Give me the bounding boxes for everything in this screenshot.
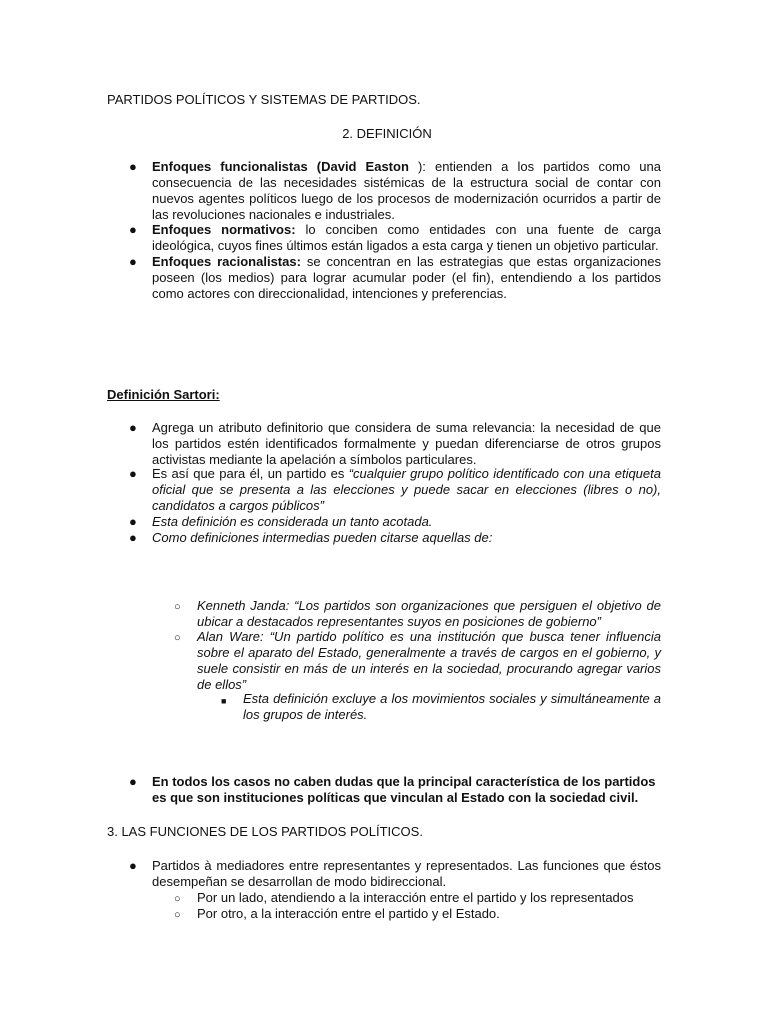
item-text: se concentran en las estrategias que estas organizaciones poseen (los medios) para lograr acumular poder (el fin), entendiendo a los partidos como actores con direccionalidad, intenciones y preferencias.: [152, 254, 661, 301]
list-item: [152, 514, 661, 530]
sub-list-item: Por otro, a la interacción entre el partido y el Estado.: [197, 906, 500, 921]
item-text: ): entienden a los partidos como una consecuencia de las necesidades sistémicas de la estructura social de contar con nuevos agentes políticos luego de los procesos de modernización ocurridos a partir de las revoluciones nacionales e industriales.: [152, 159, 661, 222]
sartori-heading: Definición Sartori:: [107, 387, 220, 402]
document-title: PARTIDOS POLÍTICOS Y SISTEMAS DE PARTIDOS.: [107, 92, 421, 107]
sub-list-item: Por un lado, atendiendo a la interacción entre el partido y los representados: [197, 890, 634, 905]
bullet-icon: ●: [129, 530, 137, 545]
list-item: [152, 159, 661, 223]
list-item: [152, 222, 661, 254]
list-item: [152, 466, 661, 514]
conclusion-item: [152, 774, 661, 806]
item-text: lo conciben como entidades con una fuente de carga ideológica, cuyos fines últimos están ligados a esta carga y tienen un objetivo particular.: [152, 222, 661, 253]
circle-bullet-icon: ○: [174, 601, 181, 613]
bullet-icon: ●: [129, 858, 137, 873]
item-text: Esta definición es considerada un tanto acotada.: [152, 514, 433, 529]
circle-bullet-icon: ○: [174, 632, 181, 644]
list-item: [152, 254, 661, 302]
list-item: [152, 530, 661, 546]
item-text: Es así que para él, un partido es: [152, 466, 349, 481]
bullet-icon: ●: [129, 222, 137, 237]
sub-list-item: [197, 598, 661, 630]
section-3-heading: 3. LAS FUNCIONES DE LOS PARTIDOS POLÍTICOS.: [107, 824, 423, 839]
conclusion-text: En todos los casos no caben dudas que la principal característica de los partidos es que son instituciones políticas que vinculan al Estado con la sociedad civil.: [152, 774, 656, 805]
item-text: Esta definición excluye a los movimientos sociales y simultáneamente a los grupos de interés.: [243, 691, 661, 722]
list-item: Agrega un atributo definitorio que considera de suma relevancia: la necesidad de que los partidos estén identificados formalmente y puedan diferenciarse de otros grupos activistas mediante la apelación a símbolos particulares.: [152, 420, 661, 467]
sub-sub-list-item: [243, 691, 661, 723]
circle-bullet-icon: ○: [174, 893, 181, 905]
bullet-icon: ●: [129, 254, 137, 269]
bullet-icon: ●: [129, 159, 137, 174]
sartori-quote: “cualquier grupo político identificado con una etiqueta oficial que se presenta a las elecciones y puede sacar en elecciones (libres o no), candidatos a cargos públicos”: [152, 466, 661, 513]
bullet-icon: ●: [129, 466, 137, 481]
circle-bullet-icon: ○: [174, 909, 181, 921]
term-label: Enfoques racionalistas:: [152, 254, 301, 269]
item-text: Como definiciones intermedias pueden citarse aquellas de:: [152, 530, 493, 545]
section-2-heading: 2. DEFINICIÓN: [342, 126, 432, 141]
bullet-icon: ●: [129, 420, 137, 435]
bullet-icon: ●: [129, 514, 137, 529]
item-text: Alan Ware: “Un partido político es una institución que busca tener influencia sobre el aparato del Estado, generalmente a través de cargos en el gobierno, y suele consistir en más de un interés en la sociedad, procurando agregar varios de ellos”: [197, 629, 661, 692]
square-bullet-icon: ■: [221, 696, 227, 706]
item-text: Kenneth Janda: “Los partidos son organizaciones que persiguen el objetivo de ubicar a destacados representantes suyos en posiciones de gobierno”: [197, 598, 661, 629]
sub-list-item: [197, 629, 661, 693]
term-label: Enfoques funcionalistas (David Easton: [152, 159, 409, 174]
bullet-icon: ●: [129, 774, 137, 789]
term-label: Enfoques normativos:: [152, 222, 296, 237]
list-item: Partidos à mediadores entre representantes y representados. Las funciones que éstos desempeñan se desarrollan de modo bidireccional.: [152, 858, 661, 889]
